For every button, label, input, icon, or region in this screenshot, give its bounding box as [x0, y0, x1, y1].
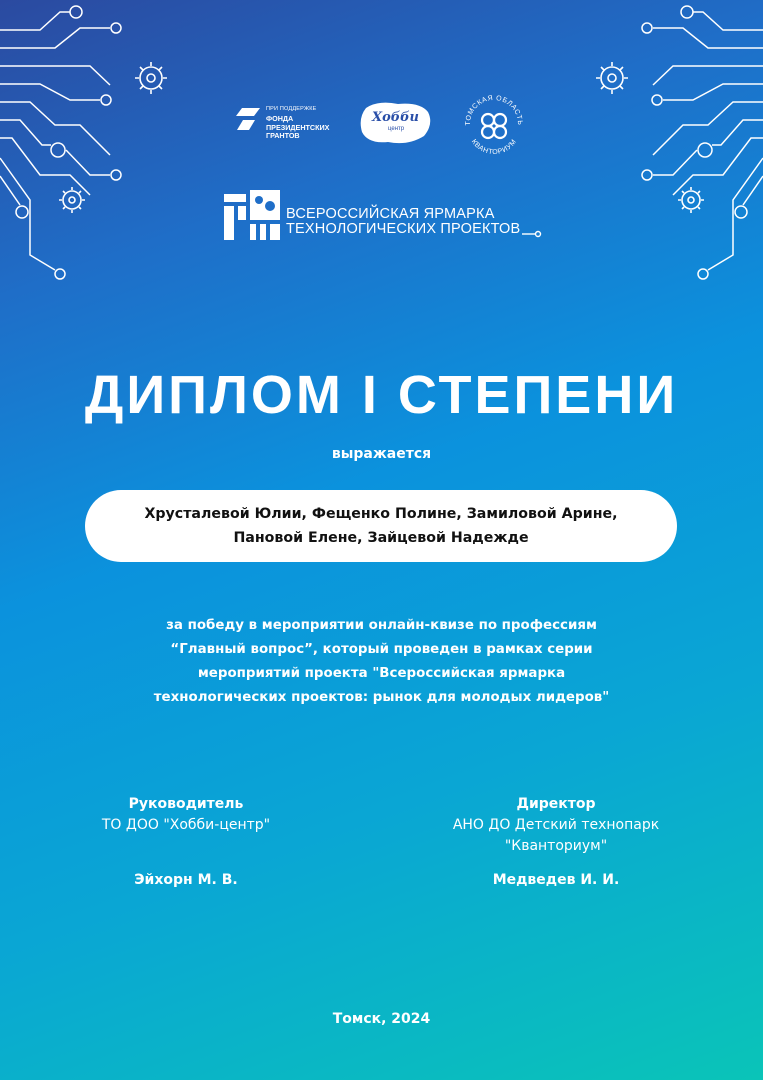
- partner-logos: [0, 92, 763, 157]
- fair-logo: [224, 186, 544, 246]
- signer-name: Медведев И. И.: [492, 872, 620, 888]
- hobby-logo-name: Хобби: [372, 110, 419, 125]
- city-year: Томск, 2024: [332, 1011, 431, 1027]
- kvantorium-arc-top: ТОМСКАЯ ОБЛАСТЬ: [464, 94, 524, 126]
- signer-org-line-2: "Кванториум": [504, 838, 608, 854]
- recipients-line-2: Пановой Елене, Зайцевой Надежде: [233, 530, 529, 546]
- award-description: [130, 614, 633, 710]
- fair-title-line1: ВСЕРОССИЙСКАЯ ЯРМАРКА: [286, 206, 495, 222]
- fpg-mark-icon: [236, 106, 262, 132]
- fair-title-line2: ТЕХНОЛОГИЧЕСКИХ ПРОЕКТОВ: [286, 221, 521, 237]
- signature-left: [36, 794, 336, 891]
- diploma-subtitle: выражается: [331, 446, 432, 462]
- signer-role: Руководитель: [128, 796, 244, 812]
- signer-org-line-1: АНО ДО Детский технопарк: [452, 817, 660, 833]
- description-line-1: за победу в мероприятии онлайн-квизе по профессиям: [166, 618, 597, 633]
- description-line-3: мероприятий проекта "Всероссийская ярмарка: [197, 666, 566, 681]
- signature-right: [406, 794, 706, 891]
- svg-text:КВАНТОРИУМ: [470, 138, 518, 156]
- recipients-box: [85, 490, 677, 562]
- signer-name: Эйхорн М. В.: [134, 872, 238, 888]
- fair-trace-icon: [522, 229, 542, 239]
- description-line-4: технологических проектов: рынок для молодых лидеров": [153, 690, 610, 705]
- fpg-name: ФОНДА ПРЕЗИДЕНТСКИХ ГРАНТОВ: [266, 114, 330, 140]
- hobby-logo-sub: центр: [388, 126, 405, 132]
- signer-role: Директор: [516, 796, 596, 812]
- kvantorium-arc-bottom: КВАНТОРИУМ: [469, 138, 519, 157]
- kvantorium-logo: [456, 86, 532, 162]
- recipients-line-1: Хрусталевой Юлии, Фещенко Полине, Замиловой Арине,: [144, 506, 618, 522]
- fpg-top-line: ПРИ ПОДДЕРЖКЕ: [266, 106, 317, 112]
- hobby-center-logo: [358, 100, 434, 146]
- signer-org-line-1: ТО ДОО "Хобби-центр": [101, 817, 271, 833]
- fair-mark-icon: [224, 186, 284, 244]
- presidential-grants-fund-logo: [236, 106, 346, 142]
- fair-title: [286, 207, 520, 237]
- description-line-2: “Главный вопрос”, который проведен в рамках серии: [170, 642, 593, 657]
- diploma-title: ДИПЛОМ I СТЕПЕНИ: [84, 365, 679, 425]
